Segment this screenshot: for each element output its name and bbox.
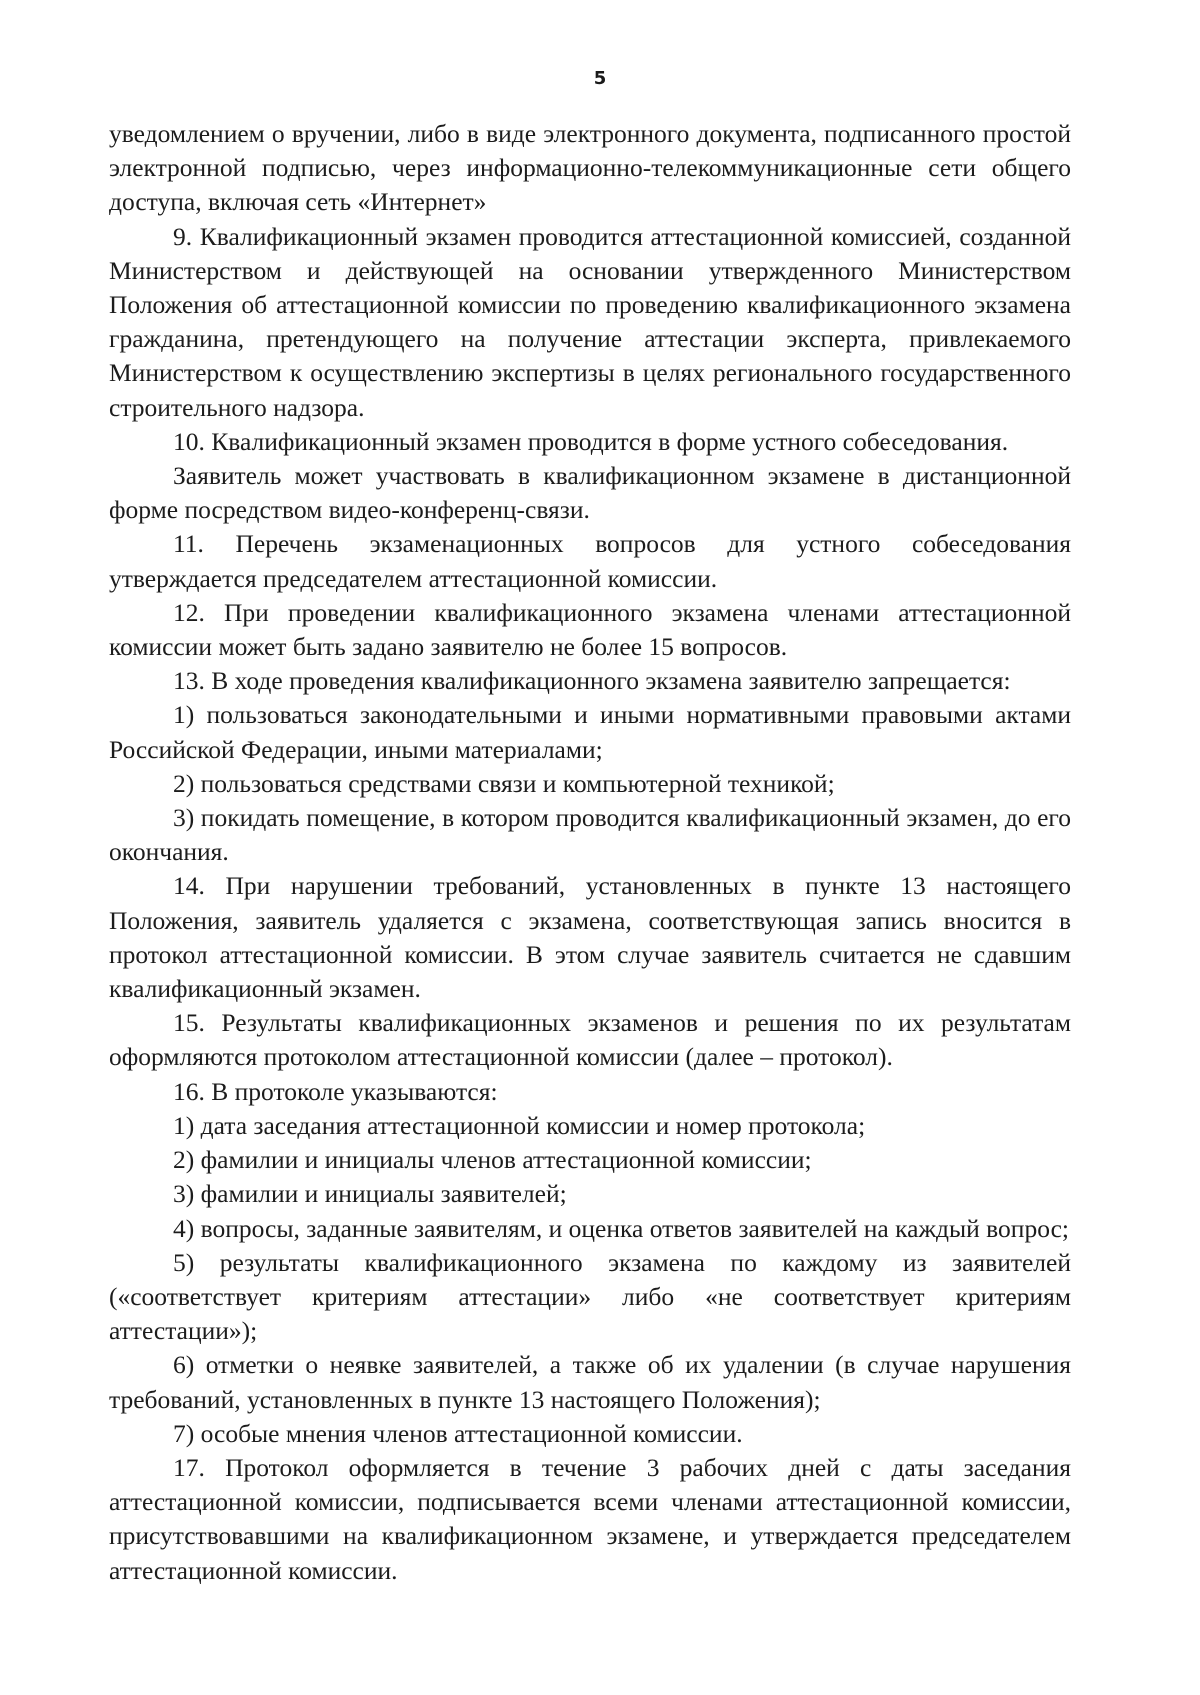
- paragraph-item-14: 14. При нарушении требований, установленных в пункте 13 настоящего Положения, заявитель удаляется с экзамена, соответствующая запись вносится в протокол аттестационной комиссии. В этом случае заявитель считается не сдавшим квалификационный экзамен.: [109, 871, 1071, 1004]
- paragraph-item-11: 11. Перечень экзаменационных вопросов для устного собеседования утверждается председателем аттестационной комиссии.: [109, 529, 1071, 593]
- page-number: 5: [593, 68, 607, 89]
- paragraph-item-13: 13. В ходе проведения квалификационного экзамена заявителю запрещается:: [173, 666, 1011, 696]
- subitem-16-6: 6) отметки о неявке заявителей, а также об их удалении (в случае нарушения требований, установленных в пункте 13 настоящего Положения);: [109, 1350, 1071, 1414]
- paragraph-item-17: 17. Протокол оформляется в течение 3 рабочих дней с даты заседания аттестационной комиссии, подписывается всеми членами аттестационной комиссии, присутствовавшими на квалификационном экзамене, и утверждается председателем аттестационной комиссии.: [109, 1452, 1071, 1585]
- paragraph-item-9: 9. Квалификационный экзамен проводится аттестационной комиссией, созданной Министерством и действующей на основании утвержденного Министерством Положения об аттестационной комиссии по проведению квалификационного экзамена гражданина, претендующего на получение аттестации эксперта, привлекаемого Министерством к осуществлению экспертизы в целях регионального государственного строительного надзора.: [109, 221, 1071, 422]
- paragraph-item-12: 12. При проведении квалификационного экзамена членами аттестационной комиссии может быть задано заявителю не более 15 вопросов.: [109, 597, 1071, 662]
- subitem-13-1: 1) пользоваться законодательными и иными нормативными правовыми актами Российской Федерации, иными материалами;: [109, 700, 1071, 764]
- paragraph-item-16: 16. В протоколе указываются:: [173, 1076, 498, 1106]
- document-body: [109, 117, 1071, 1588]
- subitem-16-3: 3) фамилии и инициалы заявителей;: [173, 1179, 567, 1209]
- subitem-16-1: 1) дата заседания аттестационной комиссии и номер протокола;: [173, 1110, 866, 1140]
- subitem-16-4: 4) вопросы, заданные заявителям, и оценка ответов заявителей на каждый вопрос;: [173, 1213, 1069, 1243]
- subitem-16-2: 2) фамилии и инициалы членов аттестационной комиссии;: [173, 1145, 812, 1175]
- paragraph-item-15: 15. Результаты квалификационных экзаменов и решения по их результатам оформляются протоколом аттестационной комиссии (далее – протокол).: [109, 1008, 1071, 1072]
- subitem-16-7: 7) особые мнения членов аттестационной комиссии.: [173, 1418, 743, 1448]
- subitem-13-3: 3) покидать помещение, в котором проводится квалификационный экзамен, до его окончания.: [109, 803, 1071, 867]
- subitem-13-2: 2) пользоваться средствами связи и компьютерной техникой;: [173, 768, 835, 798]
- paragraph-remote-exam: Заявитель может участвовать в квалификационном экзамене в дистанционной форме посредством видео-конференц-связи.: [109, 461, 1071, 525]
- paragraph-item-10: 10. Квалификационный экзамен проводится в форме устного собеседования.: [173, 426, 1009, 456]
- subitem-16-5: 5) результаты квалификационного экзамена по каждому из заявителей («соответствует критериям аттестации» либо «не соответствует критериям аттестации»);: [109, 1247, 1071, 1346]
- paragraph-continuation: уведомлением о вручении, либо в виде электронного документа, подписанного простой электронной подписью, через информационно-телекоммуникационные сети общего доступа, включая сеть «Интернет»: [109, 119, 1071, 217]
